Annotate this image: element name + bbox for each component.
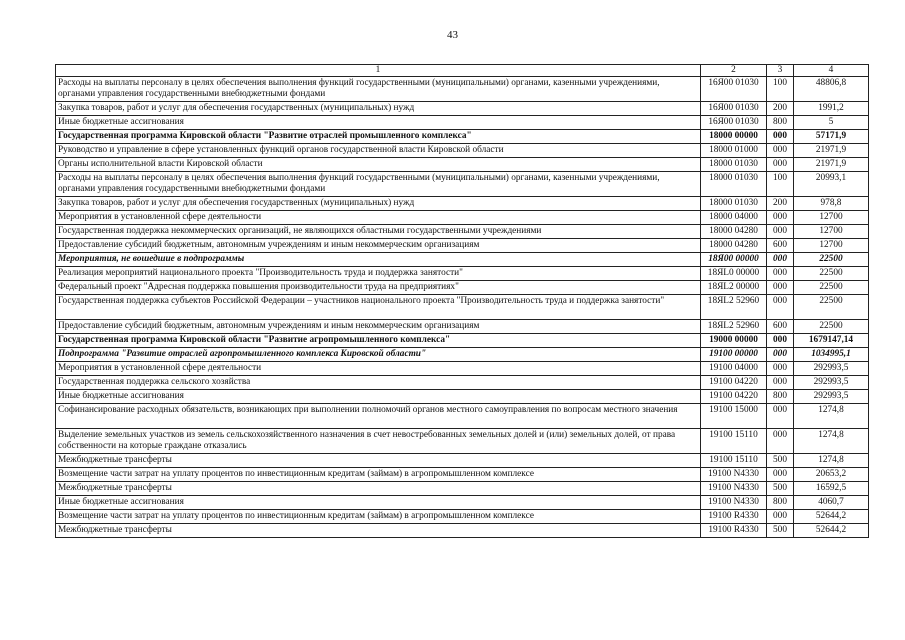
table-row	[56, 334, 869, 348]
row-sum-cell: 20993,1	[794, 172, 869, 197]
table-row	[56, 144, 869, 158]
row-name-cell: Иные бюджетные ассигнования	[56, 496, 701, 510]
table-row	[56, 454, 869, 468]
table-row	[56, 362, 869, 376]
row-name-cell: Возмещение части затрат на уплату процентов по инвестиционным кредитам (займам) в агропромышленном комплексе	[56, 468, 701, 482]
row-sum-cell: 1274,8	[794, 429, 869, 454]
budget-table	[55, 64, 869, 538]
row-sum-cell: 22500	[794, 281, 869, 295]
table-body	[56, 77, 869, 538]
row-type-cell: 100	[767, 77, 794, 102]
table-row	[56, 404, 869, 429]
row-code-cell: 19100 R4330	[701, 524, 767, 538]
row-name-cell: Иные бюджетные ассигнования	[56, 116, 701, 130]
page-number: 43	[447, 29, 458, 41]
row-sum-cell: 21971,9	[794, 144, 869, 158]
row-type-cell: 000	[767, 429, 794, 454]
row-sum-cell: 22500	[794, 267, 869, 281]
table-row	[56, 130, 869, 144]
row-code-cell: 19100 15000	[701, 404, 767, 429]
row-name-cell: Государственная программа Кировской области "Развитие отраслей промышленного комплекса"	[56, 130, 701, 144]
table-row	[56, 429, 869, 454]
row-code-cell: 19100 15110	[701, 454, 767, 468]
row-name-cell: Межбюджетные трансферты	[56, 482, 701, 496]
table-header-row	[56, 65, 869, 77]
row-sum-cell: 48806,8	[794, 77, 869, 102]
row-name-cell: Закупка товаров, работ и услуг для обеспечения государственных (муниципальных) нужд	[56, 102, 701, 116]
row-name-cell: Межбюджетные трансферты	[56, 454, 701, 468]
row-sum-cell: 292993,5	[794, 362, 869, 376]
row-code-cell: 18ЯL2 00000	[701, 281, 767, 295]
row-type-cell: 500	[767, 482, 794, 496]
row-code-cell: 18Я00 00000	[701, 253, 767, 267]
row-code-cell: 19100 N4330	[701, 482, 767, 496]
row-name-cell: Мероприятия в установленной сфере деятельности	[56, 362, 701, 376]
row-sum-cell: 4060,7	[794, 496, 869, 510]
table-row	[56, 197, 869, 211]
header-sum: 4	[794, 65, 869, 77]
table-row	[56, 77, 869, 102]
row-name-cell: Предоставление субсидий бюджетным, автономным учреждениям и иным некоммерческим организациям	[56, 239, 701, 253]
row-type-cell: 000	[767, 348, 794, 362]
table-row	[56, 320, 869, 334]
row-code-cell: 19100 N4330	[701, 496, 767, 510]
row-type-cell: 000	[767, 225, 794, 239]
row-type-cell: 600	[767, 320, 794, 334]
row-type-cell: 100	[767, 172, 794, 197]
row-type-cell: 200	[767, 102, 794, 116]
row-name-cell: Выделение земельных участков из земель сельскохозяйственного назначения в счет невостребованных земельных долей и (или) земельных долей, от права собственности на которые граждане отказались	[56, 429, 701, 454]
row-sum-cell: 21971,9	[794, 158, 869, 172]
row-sum-cell: 57171,9	[794, 130, 869, 144]
row-name-cell: Мероприятия, не вошедшие в подпрограммы	[56, 253, 701, 267]
header-type: 3	[767, 65, 794, 77]
row-code-cell: 19100 04220	[701, 390, 767, 404]
row-sum-cell: 292993,5	[794, 376, 869, 390]
row-code-cell: 16Я00 01030	[701, 116, 767, 130]
row-type-cell: 000	[767, 253, 794, 267]
row-code-cell: 19100 00000	[701, 348, 767, 362]
table-row	[56, 172, 869, 197]
table-row	[56, 524, 869, 538]
row-name-cell: Межбюджетные трансферты	[56, 524, 701, 538]
row-name-cell: Возмещение части затрат на уплату процентов по инвестиционным кредитам (займам) в агропромышленном комплексе	[56, 510, 701, 524]
row-sum-cell: 12700	[794, 211, 869, 225]
row-sum-cell: 16592,5	[794, 482, 869, 496]
table-row	[56, 510, 869, 524]
row-code-cell: 18000 00000	[701, 130, 767, 144]
table-row	[56, 496, 869, 510]
row-code-cell: 18000 04000	[701, 211, 767, 225]
row-type-cell: 500	[767, 524, 794, 538]
row-type-cell: 200	[767, 197, 794, 211]
row-type-cell: 000	[767, 211, 794, 225]
row-name-cell: Органы исполнительной власти Кировской области	[56, 158, 701, 172]
row-sum-cell: 22500	[794, 253, 869, 267]
row-sum-cell: 12700	[794, 239, 869, 253]
table-row	[56, 225, 869, 239]
row-name-cell: Софинансирование расходных обязательств, возникающих при выполнении полномочий органов местного самоуправления по вопросам местного значения	[56, 404, 701, 429]
table-row	[56, 267, 869, 281]
row-sum-cell: 1274,8	[794, 404, 869, 429]
row-type-cell: 600	[767, 239, 794, 253]
table-row	[56, 376, 869, 390]
row-code-cell: 19100 04000	[701, 362, 767, 376]
row-type-cell: 800	[767, 116, 794, 130]
row-type-cell: 800	[767, 496, 794, 510]
row-name-cell: Иные бюджетные ассигнования	[56, 390, 701, 404]
row-name-cell: Государственная программа Кировской области "Развитие агропромышленного комплекса"	[56, 334, 701, 348]
row-type-cell: 000	[767, 404, 794, 429]
row-type-cell: 000	[767, 468, 794, 482]
row-type-cell: 000	[767, 130, 794, 144]
table-row	[56, 158, 869, 172]
row-type-cell: 000	[767, 362, 794, 376]
row-name-cell: Расходы на выплаты персоналу в целях обеспечения выполнения функций государственными (муниципальными) органами, казенными учреждениями, органами управления государственными внебюджетными фондами	[56, 77, 701, 102]
row-code-cell: 18000 01030	[701, 197, 767, 211]
row-sum-cell: 22500	[794, 295, 869, 320]
row-type-cell: 000	[767, 144, 794, 158]
row-type-cell: 000	[767, 281, 794, 295]
row-type-cell: 000	[767, 158, 794, 172]
table-row	[56, 102, 869, 116]
row-code-cell: 19100 15110	[701, 429, 767, 454]
row-name-cell: Расходы на выплаты персоналу в целях обеспечения выполнения функций государственными (муниципальными) органами, казенными учреждениями, органами управления государственными внебюджетными фондами	[56, 172, 701, 197]
row-code-cell: 18000 01030	[701, 172, 767, 197]
row-type-cell: 000	[767, 267, 794, 281]
row-name-cell: Подпрограмма "Развитие отраслей агропромышленного комплекса Кировской области"	[56, 348, 701, 362]
table-row	[56, 482, 869, 496]
header-code: 2	[701, 65, 767, 77]
row-type-cell: 500	[767, 454, 794, 468]
row-name-cell: Реализация мероприятий национального проекта "Производительность труда и поддержка занятости"	[56, 267, 701, 281]
row-name-cell: Государственная поддержка некоммерческих организаций, не являющихся областными государственными учреждениями	[56, 225, 701, 239]
row-name-cell: Мероприятия в установленной сфере деятельности	[56, 211, 701, 225]
row-code-cell: 18ЯL0 00000	[701, 267, 767, 281]
row-name-cell: Государственная поддержка сельского хозяйства	[56, 376, 701, 390]
row-code-cell: 16Я00 01030	[701, 102, 767, 116]
row-type-cell: 000	[767, 510, 794, 524]
row-code-cell: 16Я00 01030	[701, 77, 767, 102]
row-code-cell: 18000 01000	[701, 144, 767, 158]
row-code-cell: 19000 00000	[701, 334, 767, 348]
row-code-cell: 18ЯL2 52960	[701, 320, 767, 334]
table-row	[56, 253, 869, 267]
row-code-cell: 19100 N4330	[701, 468, 767, 482]
row-code-cell: 19100 04220	[701, 376, 767, 390]
row-name-cell: Федеральный проект "Адресная поддержка повышения производительности труда на предприятиях"	[56, 281, 701, 295]
row-code-cell: 18000 04280	[701, 239, 767, 253]
row-code-cell: 18000 01030	[701, 158, 767, 172]
row-type-cell: 000	[767, 376, 794, 390]
table-row	[56, 211, 869, 225]
row-sum-cell: 22500	[794, 320, 869, 334]
row-name-cell: Закупка товаров, работ и услуг для обеспечения государственных (муниципальных) нужд	[56, 197, 701, 211]
row-sum-cell: 12700	[794, 225, 869, 239]
table-row	[56, 468, 869, 482]
row-sum-cell: 20653,2	[794, 468, 869, 482]
row-sum-cell: 1991,2	[794, 102, 869, 116]
table-row	[56, 348, 869, 362]
row-type-cell: 000	[767, 295, 794, 320]
row-name-cell: Руководство и управление в сфере установленных функций органов государственной власти Кировской области	[56, 144, 701, 158]
table-row	[56, 116, 869, 130]
row-sum-cell: 1274,8	[794, 454, 869, 468]
row-name-cell: Предоставление субсидий бюджетным, автономным учреждениям и иным некоммерческим организациям	[56, 320, 701, 334]
row-name-cell: Государственная поддержка субъектов Российской Федерации – участников национального проекта "Производительность труда и поддержка занятости"	[56, 295, 701, 320]
table-row	[56, 390, 869, 404]
row-type-cell: 000	[767, 334, 794, 348]
row-sum-cell: 292993,5	[794, 390, 869, 404]
table-row	[56, 295, 869, 320]
row-sum-cell: 978,8	[794, 197, 869, 211]
row-code-cell: 19100 R4330	[701, 510, 767, 524]
table-row	[56, 281, 869, 295]
row-code-cell: 18ЯL2 52960	[701, 295, 767, 320]
row-type-cell: 800	[767, 390, 794, 404]
row-sum-cell: 1679147,14	[794, 334, 869, 348]
row-sum-cell: 5	[794, 116, 869, 130]
row-code-cell: 18000 04280	[701, 225, 767, 239]
header-name: 1	[56, 65, 701, 77]
row-sum-cell: 52644,2	[794, 524, 869, 538]
row-sum-cell: 52644,2	[794, 510, 869, 524]
row-sum-cell: 1034995,1	[794, 348, 869, 362]
table-row	[56, 239, 869, 253]
